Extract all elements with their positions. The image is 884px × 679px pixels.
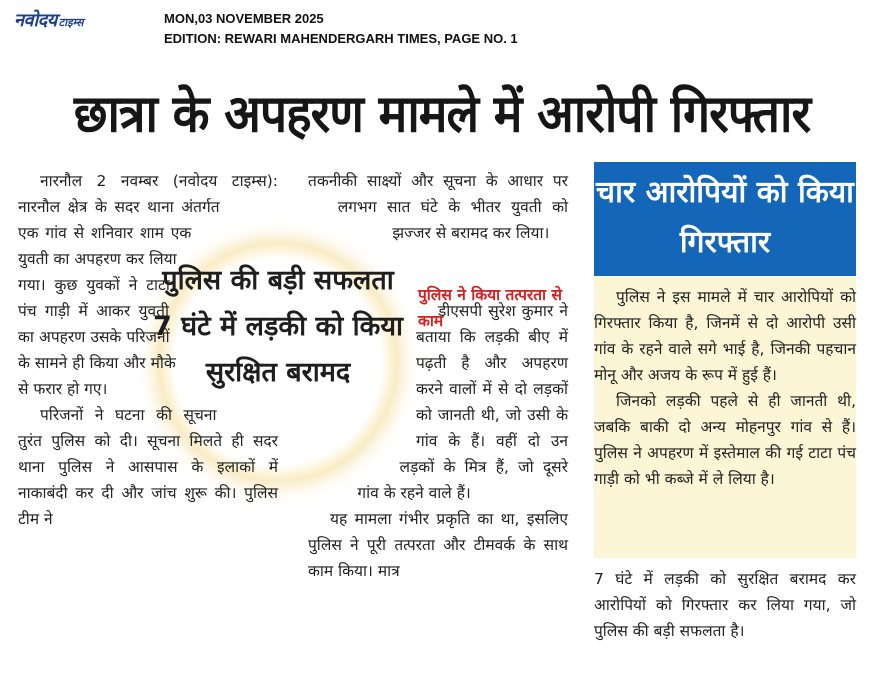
edition-meta <box>164 9 518 49</box>
masthead-bar <box>0 0 884 58</box>
article-column-2 <box>308 168 568 668</box>
sidebox-text <box>594 284 856 492</box>
sidebox-title: चार आरोपियों को किया गिरफ्तार <box>594 162 856 276</box>
newspaper-logo[interactable] <box>14 8 83 32</box>
article-column-1 <box>18 168 278 668</box>
paragraph: तकनीकी साक्ष्यों और सूचना के आधार पर लगभग सात घंटे के भीतर युवती को झज्जर से बरामद कर लिया। <box>308 172 568 242</box>
logo-sub-text: टाइम्स <box>58 16 84 29</box>
article-headline: छात्रा के अपहरण मामले में आरोपी गिरफ्तार <box>73 83 811 145</box>
date-line: MON,03 NOVEMBER 2025 <box>164 11 324 26</box>
red-subheading: पुलिस ने किया तत्परता से काम <box>418 286 562 330</box>
paragraph: पुलिस ने इस मामले में चार आरोपियों को गिरफ्तार किया है, जिनमें से दो आरोपी उसी गांव के रहने वाले सगे भाई है, जिनकी पहचान मोनू और अजय के रूप में हुई हैं। <box>594 288 856 384</box>
paragraph: नारनौल 2 नवम्बर (नवोदय टाइम्स): नारनौल क्षेत्र के सदर थाना अंतर्गत एक गांव से शनिवार शाम एक युवती का अपहरण कर लिया गया। कुछ युवकों ने टाटा पंच गाड़ी में आकर युवती का अपहरण उसके परिजनों के सामने ही किया और मौके से फरार हो गए। <box>18 172 278 398</box>
pull-quote-text: पुलिस की बड़ी सफलता 7 घंटे में लड़की को किया सुरक्षित बरामद <box>152 265 404 388</box>
paragraph: परिजनों ने घटना की सूचना तुरंत पुलिस को दी। सूचना मिलते ही सदर थाना पुलिस ने आसपास के इलाकों में नाकाबंदी कर दी और जांच शुरू की। पुलिस टीम ने <box>18 406 278 528</box>
paragraph: यह मामला गंभीर प्रकृति का था, इसलिए पुलिस ने पूरी तत्परता और टीमवर्क के साथ काम किया। मात्र <box>308 510 568 580</box>
paragraph: जिनको लड़की पहले से ही जानती थी, जबकि बाकी दो अन्य मोहनपुर गांव से हैं। पुलिस ने अपहरण में इस्तेमाल की गई टाटा पंच गाड़ी को भी कब्जे में ले लिया है। <box>594 392 856 488</box>
edition-line: EDITION: REWARI MAHENDERGARH TIMES, PAGE NO. 1 <box>164 31 518 46</box>
paragraph: डीएसपी सुरेश कुमार ने बताया कि लड़की बीए में पढ़ती है और अपहरण करने वालों में से दो लड़कों को जानती थी, जो उसी के गांव के हैं। वहीं दो उन लड़कों के मित्र हैं, जो दूसरे गांव के रहने वाले हैं। <box>357 302 568 502</box>
logo-main-text: नवोदय <box>14 10 57 31</box>
article-column-3-tail <box>594 566 856 644</box>
paragraph: 7 घंटे में लड़की को सुरक्षित बरामद कर आरोपियों को गिरफ्तार कर लिया गया, जो पुलिस की बड़ी सफलता है। <box>594 570 856 640</box>
